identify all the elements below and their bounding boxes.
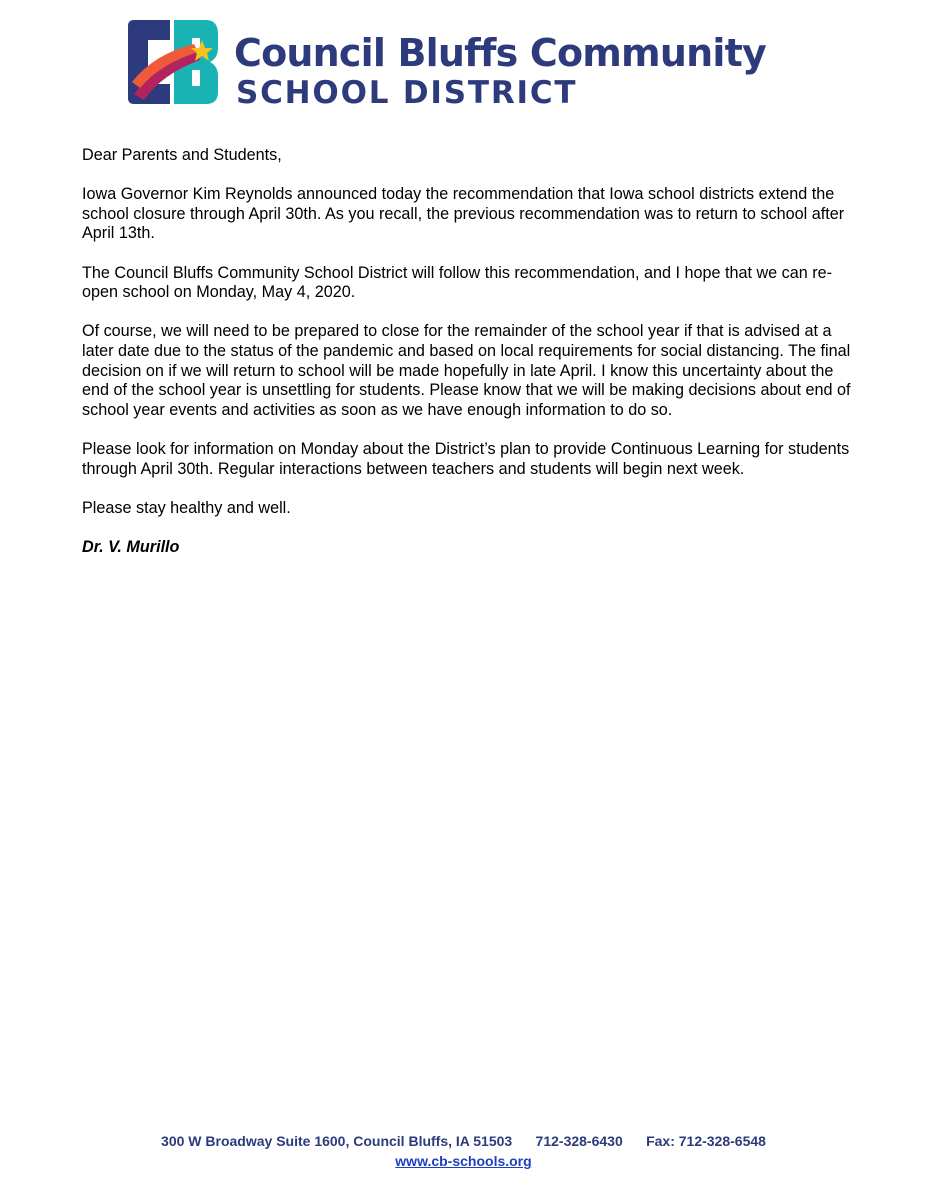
letter-body	[82, 146, 862, 577]
footer	[0, 1131, 927, 1171]
footer-phone: 712-328-6430	[535, 1133, 623, 1149]
org-name-line1: Council Bluffs Community	[234, 31, 766, 75]
salutation: Dear Parents and Students,	[82, 146, 282, 164]
footer-contact-line	[0, 1131, 927, 1151]
paragraph-continuous-learning: Please look for information on Monday about the District’s plan to provide Continuous Learning for students through April 30th. Regular interactions between teachers and students will begin next week.	[82, 439, 850, 478]
footer-website-link[interactable]: www.cb-schools.org	[395, 1153, 532, 1169]
paragraph-closing: Please stay healthy and well.	[82, 498, 291, 517]
paragraph-uncertainty: Of course, we will need to be prepared to close for the remainder of the school year if that is advised at a later date due to the status of the pandemic and based on local requirements for social distancing. The final decision on if we will return to school will be made hopefully in late April. I know this uncertainty about the end of the school year is unsettling for students. Please know that we will be making decisions about end of school year events and activities as soon as we have enough information to do so.	[82, 322, 851, 419]
signature: Dr. V. Murillo	[82, 537, 180, 556]
org-name-line2: SCHOOL DISTRICT	[236, 75, 578, 111]
paragraph-reopen-date: The Council Bluffs Community School District will follow this recommendation, and I hope that we can re-open school on Monday, May 4, 2020.	[82, 263, 833, 302]
paragraph-closure-extension: Iowa Governor Kim Reynolds announced today the recommendation that Iowa school districts extend the school closure through April 30th. As you recall, the previous recommendation was to return to school after April 13th.	[82, 185, 845, 243]
cb-logo-icon	[122, 18, 222, 106]
footer-address: 300 W Broadway Suite 1600, Council Bluffs, IA 51503	[161, 1133, 513, 1149]
district-logo	[122, 18, 822, 111]
footer-fax: Fax: 712-328-6548	[646, 1133, 766, 1149]
